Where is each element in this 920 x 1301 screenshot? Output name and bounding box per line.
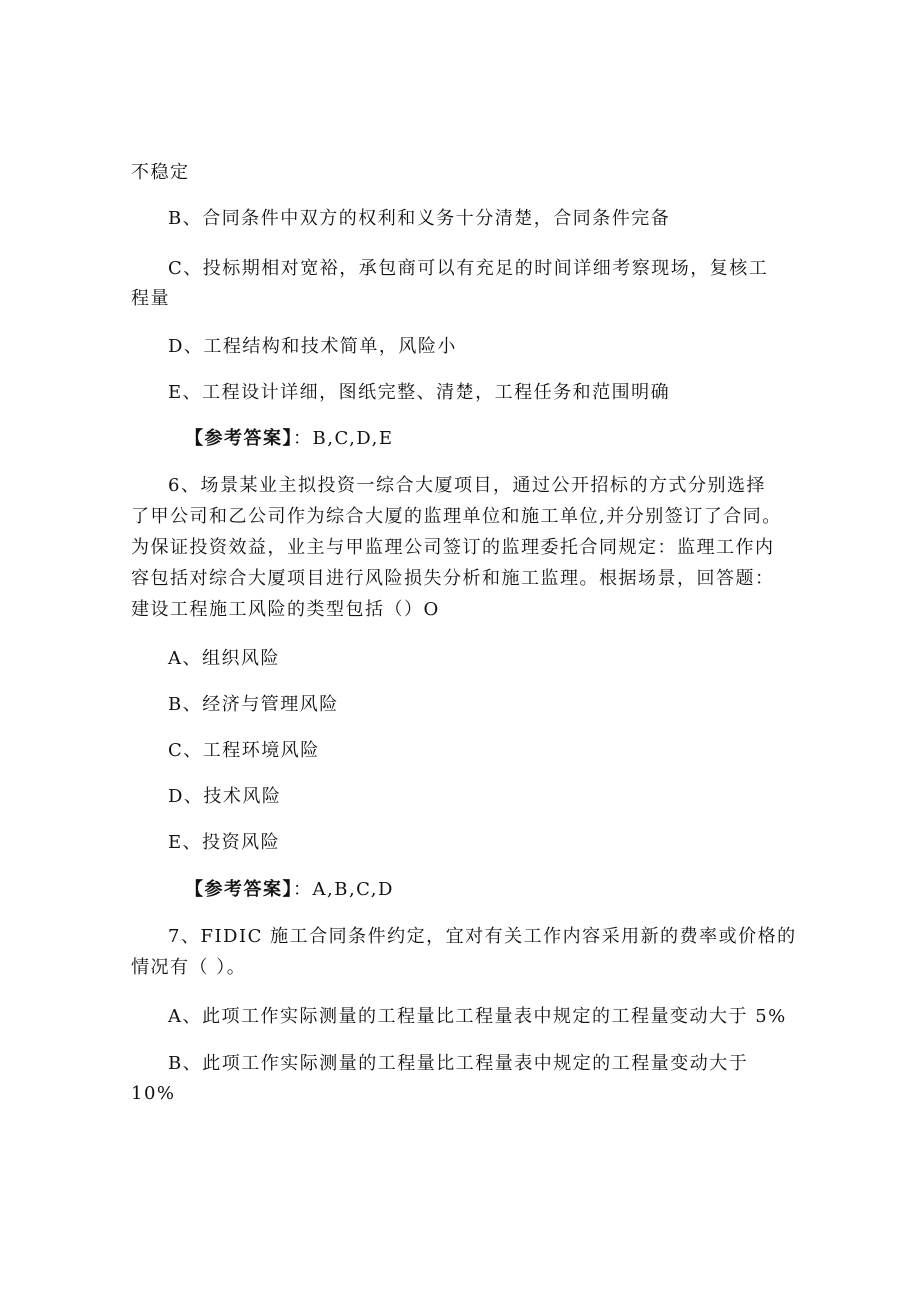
q6-answer-label: 【参考答案】 [185, 879, 293, 900]
q5-option-c-line2: 程量 [131, 288, 170, 309]
q6-stem-line: 建设工程施工风险的类型包括（）O [131, 599, 440, 620]
q6-answer-value: ：A,B,C,D [293, 879, 394, 900]
q6-option-e: E、投资风险 [168, 832, 281, 853]
q6-stem-line: 6、场景某业主拟投资一综合大厦项目，通过公开招标的方式分别选择 [168, 475, 766, 496]
q6-option-a: A、组织风险 [168, 648, 280, 669]
q6-option-b: B、经济与管理风险 [168, 694, 339, 715]
q7-option-a: A、此项工作实际测量的工程量比工程量表中规定的工程量变动大于 5% [168, 1006, 787, 1027]
q5-option-e: E、工程设计详细，图纸完整、清楚，工程任务和范围明确 [168, 382, 671, 403]
q6-stem-line: 了甲公司和乙公司作为综合大厦的监理单位和施工单位,并分别签订了合同。 [131, 506, 782, 527]
q7-stem-line2: 情况有（ ）。 [131, 957, 247, 978]
q5-option-b: B、合同条件中双方的权利和义务十分清楚，合同条件完备 [168, 208, 671, 229]
q6-answer [185, 879, 394, 901]
q6-option-c: C、工程环境风险 [168, 740, 320, 761]
q5-answer-value: ：B,C,D,E [293, 428, 394, 449]
q6-option-d: D、技术风险 [168, 786, 282, 807]
q7-option-b-line1: B、此项工作实际测量的工程量比工程量表中规定的工程量变动大于 [168, 1053, 749, 1074]
q5-option-d: D、工程结构和技术简单，风险小 [168, 336, 457, 357]
q6-stem-line: 为保证投资效益，业主与甲监理公司签订的监理委托合同规定：监理工作内 [131, 537, 775, 558]
q7-option-b-line2: 10% [131, 1083, 176, 1104]
q7-stem-line1: 7、FIDIC 施工合同条件约定，宜对有关工作内容采用新的费率或价格的 [168, 926, 797, 947]
q5-stem-tail: 不稳定 [131, 162, 190, 183]
q6-stem-line: 容包括对综合大厦项目进行风险损失分析和施工监理。根据场景，回答题： [131, 568, 775, 589]
q5-option-c-line1: C、投标期相对宽裕，承包商可以有充足的时间详细考察现场，复核工 [168, 258, 769, 279]
q5-answer-label: 【参考答案】 [185, 428, 293, 449]
q5-answer [185, 428, 393, 450]
